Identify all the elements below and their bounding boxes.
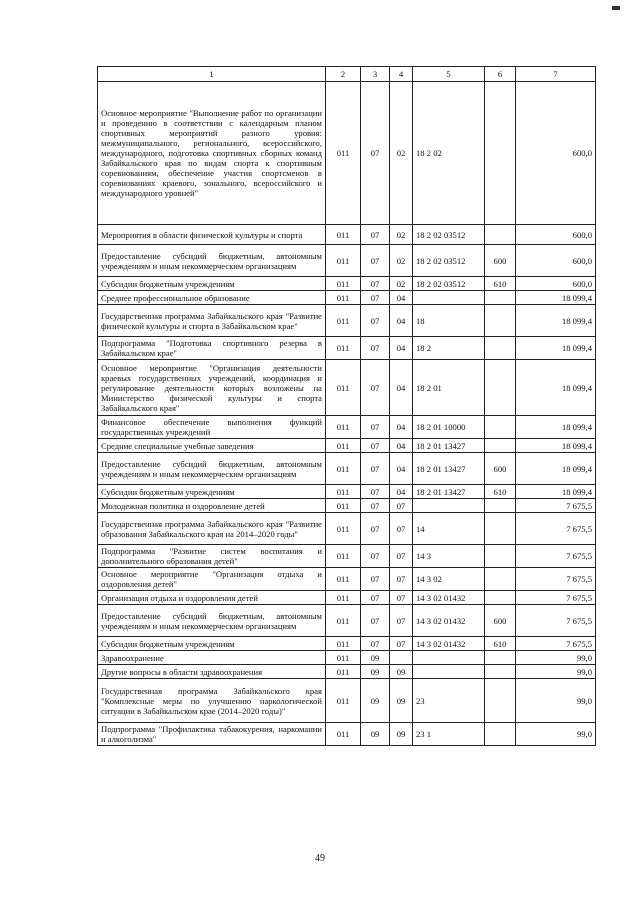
- table-row: [98, 485, 596, 499]
- table-row: [98, 453, 596, 485]
- row-expense-type: [485, 337, 516, 360]
- row-admin-code: 011: [326, 605, 361, 637]
- row-subsection: 07: [390, 513, 413, 545]
- row-admin-code: 011: [326, 499, 361, 513]
- row-admin-code: 011: [326, 485, 361, 499]
- header-col-2: 2: [326, 67, 361, 82]
- row-amount: 7 675,5: [516, 637, 596, 651]
- row-expense-type: [485, 513, 516, 545]
- row-section: 07: [361, 291, 390, 305]
- row-name: Молодежная политика и оздоровление детей: [98, 499, 326, 513]
- row-admin-code: 011: [326, 453, 361, 485]
- header-col-7: 7: [516, 67, 596, 82]
- row-subsection: 04: [390, 439, 413, 453]
- row-section: 07: [361, 225, 390, 245]
- table-row: [98, 605, 596, 637]
- row-section: 07: [361, 545, 390, 568]
- row-subsection: [390, 651, 413, 665]
- row-expense-type: [485, 723, 516, 746]
- row-section: 07: [361, 591, 390, 605]
- row-amount: 18 099,4: [516, 291, 596, 305]
- header-col-1: 1: [98, 67, 326, 82]
- row-admin-code: 011: [326, 245, 361, 277]
- row-expense-type: 610: [485, 637, 516, 651]
- table-row: [98, 499, 596, 513]
- row-admin-code: 011: [326, 637, 361, 651]
- header-col-6: 6: [485, 67, 516, 82]
- row-subsection: 07: [390, 499, 413, 513]
- row-admin-code: 011: [326, 416, 361, 439]
- header-col-5: 5: [413, 67, 485, 82]
- row-name: Основное мероприятие "Выполнение работ по организации и проведению в соответствии с календарным планом спортивных мероприятий разного уровня: межмуниципального, регионального, всероссийского, международного, подготовка спортивных сборных команд Забайкальского края по видам спорта к спортивным соревнованиям, обеспечение участия спортсменов в соревнованиях краевого, зонального, всероссийского и международного уровней": [98, 82, 326, 225]
- row-amount: 600,0: [516, 277, 596, 291]
- row-subsection: 07: [390, 605, 413, 637]
- row-target-code: 18 2 02 03512: [413, 225, 485, 245]
- row-admin-code: 011: [326, 665, 361, 679]
- row-subsection: 04: [390, 291, 413, 305]
- row-name: Организация отдыха и оздоровления детей: [98, 591, 326, 605]
- row-expense-type: [485, 651, 516, 665]
- row-amount: 18 099,4: [516, 337, 596, 360]
- table-row: [98, 679, 596, 723]
- row-name: Государственная программа Забайкальского края "Развитие образования Забайкальского края на 2014–2020 годы": [98, 513, 326, 545]
- row-target-code: 18 2 01 13427: [413, 485, 485, 499]
- row-admin-code: 011: [326, 291, 361, 305]
- table-body: [98, 82, 596, 746]
- row-expense-type: [485, 499, 516, 513]
- row-amount: 99,0: [516, 651, 596, 665]
- row-admin-code: 011: [326, 360, 361, 416]
- row-subsection: 02: [390, 277, 413, 291]
- row-amount: 600,0: [516, 245, 596, 277]
- row-expense-type: [485, 679, 516, 723]
- row-section: 09: [361, 679, 390, 723]
- row-expense-type: [485, 545, 516, 568]
- table-row: [98, 225, 596, 245]
- row-admin-code: 011: [326, 513, 361, 545]
- row-subsection: 07: [390, 545, 413, 568]
- row-admin-code: 011: [326, 439, 361, 453]
- table-row: [98, 591, 596, 605]
- row-subsection: 02: [390, 225, 413, 245]
- row-name: Мероприятия в области физической культуры и спорта: [98, 225, 326, 245]
- row-target-code: [413, 291, 485, 305]
- row-target-code: 23: [413, 679, 485, 723]
- row-subsection: 04: [390, 305, 413, 337]
- table-row: [98, 305, 596, 337]
- row-amount: 18 099,4: [516, 485, 596, 499]
- row-name: Субсидии бюджетным учреждениям: [98, 485, 326, 499]
- row-name: Подпрограмма "Развитие систем воспитания и дополнительного образования детей": [98, 545, 326, 568]
- row-expense-type: [485, 591, 516, 605]
- row-target-code: 18 2 02 03512: [413, 245, 485, 277]
- row-admin-code: 011: [326, 82, 361, 225]
- row-target-code: 14 3 02 01432: [413, 605, 485, 637]
- row-expense-type: 600: [485, 605, 516, 637]
- table-row: [98, 723, 596, 746]
- header-row: [98, 67, 596, 82]
- row-admin-code: 011: [326, 225, 361, 245]
- row-section: 07: [361, 568, 390, 591]
- row-expense-type: [485, 82, 516, 225]
- row-subsection: 07: [390, 591, 413, 605]
- row-section: 07: [361, 453, 390, 485]
- row-name: Предоставление субсидий бюджетным, автономным учреждениям и иным некоммерческим организациям: [98, 605, 326, 637]
- row-amount: 18 099,4: [516, 453, 596, 485]
- row-target-code: 23 1: [413, 723, 485, 746]
- row-section: 07: [361, 245, 390, 277]
- row-admin-code: 011: [326, 723, 361, 746]
- row-amount: 7 675,5: [516, 499, 596, 513]
- page-number: 49: [315, 853, 325, 864]
- row-subsection: 04: [390, 485, 413, 499]
- row-name: Субсидии бюджетным учреждениям: [98, 277, 326, 291]
- row-expense-type: [485, 360, 516, 416]
- row-admin-code: 011: [326, 591, 361, 605]
- row-expense-type: [485, 416, 516, 439]
- row-section: 07: [361, 513, 390, 545]
- row-amount: 18 099,4: [516, 416, 596, 439]
- row-expense-type: 610: [485, 485, 516, 499]
- row-section: 07: [361, 82, 390, 225]
- header-col-3: 3: [361, 67, 390, 82]
- row-admin-code: 011: [326, 568, 361, 591]
- budget-table: [97, 66, 596, 746]
- row-expense-type: [485, 568, 516, 591]
- row-name: Основное мероприятие "Организация деятельности краевых государственных учреждений, координация и регулирование деятельности которых возложены на Министерство физической культуры и спорта Забайкальского края": [98, 360, 326, 416]
- row-amount: 18 099,4: [516, 360, 596, 416]
- row-section: 07: [361, 605, 390, 637]
- row-subsection: 07: [390, 568, 413, 591]
- row-name: Государственная программа Забайкальского края "Комплексные меры по улучшению наркологической ситуации в Забайкальском крае (2014–2020 годы)": [98, 679, 326, 723]
- table-row: [98, 651, 596, 665]
- row-target-code: 18 2 01 13427: [413, 453, 485, 485]
- row-name: Предоставление субсидий бюджетным, автономным учреждениям и иным некоммерческим организациям: [98, 245, 326, 277]
- table-row: [98, 545, 596, 568]
- row-section: 09: [361, 651, 390, 665]
- row-amount: 7 675,5: [516, 568, 596, 591]
- table-row: [98, 637, 596, 651]
- row-target-code: 18 2 02 03512: [413, 277, 485, 291]
- row-admin-code: 011: [326, 651, 361, 665]
- row-name: Другие вопросы в области здравоохранения: [98, 665, 326, 679]
- row-amount: 600,0: [516, 225, 596, 245]
- row-expense-type: [485, 225, 516, 245]
- row-expense-type: 600: [485, 453, 516, 485]
- row-target-code: 18 2 02: [413, 82, 485, 225]
- row-target-code: 18 2 01 10000: [413, 416, 485, 439]
- row-expense-type: [485, 291, 516, 305]
- row-section: 07: [361, 337, 390, 360]
- row-subsection: 09: [390, 723, 413, 746]
- row-target-code: 14 3 02 01432: [413, 591, 485, 605]
- row-subsection: 09: [390, 679, 413, 723]
- row-amount: 99,0: [516, 679, 596, 723]
- row-target-code: 18 2: [413, 337, 485, 360]
- row-target-code: 14 3: [413, 545, 485, 568]
- row-target-code: 18 2 01 13427: [413, 439, 485, 453]
- row-expense-type: [485, 439, 516, 453]
- row-amount: 600,0: [516, 82, 596, 225]
- row-admin-code: 011: [326, 305, 361, 337]
- row-name: Подпрограмма "Подготовка спортивного резерва в Забайкальском крае": [98, 337, 326, 360]
- row-subsection: 04: [390, 337, 413, 360]
- table-row: [98, 665, 596, 679]
- row-target-code: [413, 651, 485, 665]
- row-target-code: 18: [413, 305, 485, 337]
- row-amount: 7 675,5: [516, 513, 596, 545]
- table-row: [98, 360, 596, 416]
- row-section: 07: [361, 305, 390, 337]
- table-row: [98, 245, 596, 277]
- row-section: 07: [361, 416, 390, 439]
- row-admin-code: 011: [326, 337, 361, 360]
- row-expense-type: [485, 665, 516, 679]
- row-subsection: 04: [390, 360, 413, 416]
- row-admin-code: 011: [326, 277, 361, 291]
- row-amount: 7 675,5: [516, 591, 596, 605]
- table-row: [98, 416, 596, 439]
- table-row: [98, 439, 596, 453]
- table-row: [98, 291, 596, 305]
- row-admin-code: 011: [326, 545, 361, 568]
- row-amount: 7 675,5: [516, 545, 596, 568]
- row-amount: 18 099,4: [516, 305, 596, 337]
- table-row: [98, 568, 596, 591]
- row-name: Подпрограмма "Профилактика табакокурения, наркомании и алкоголизма": [98, 723, 326, 746]
- row-target-code: 14: [413, 513, 485, 545]
- row-subsection: 09: [390, 665, 413, 679]
- row-amount: 7 675,5: [516, 605, 596, 637]
- row-name: Предоставление субсидий бюджетным, автономным учреждениям и иным некоммерческим организациям: [98, 453, 326, 485]
- row-section: 07: [361, 439, 390, 453]
- row-subsection: 02: [390, 82, 413, 225]
- row-section: 09: [361, 723, 390, 746]
- row-name: Государственная программа Забайкальского края "Развитие физической культуры и спорта в Забайкальском крае": [98, 305, 326, 337]
- corner-scan-mark: [612, 6, 620, 10]
- row-subsection: 04: [390, 416, 413, 439]
- table-row: [98, 277, 596, 291]
- table-row: [98, 337, 596, 360]
- row-target-code: 18 2 01: [413, 360, 485, 416]
- row-expense-type: [485, 305, 516, 337]
- row-name: Основное мероприятие "Организация отдыха и оздоровления детей": [98, 568, 326, 591]
- row-expense-type: 600: [485, 245, 516, 277]
- header-col-4: 4: [390, 67, 413, 82]
- row-name: Среднее профессиональное образование: [98, 291, 326, 305]
- table-row: [98, 513, 596, 545]
- row-subsection: 07: [390, 637, 413, 651]
- row-section: 07: [361, 637, 390, 651]
- row-expense-type: 610: [485, 277, 516, 291]
- row-section: 07: [361, 277, 390, 291]
- row-amount: 18 099,4: [516, 439, 596, 453]
- row-section: 09: [361, 665, 390, 679]
- row-target-code: 14 3 02: [413, 568, 485, 591]
- row-target-code: 14 3 02 01432: [413, 637, 485, 651]
- row-name: Субсидии бюджетным учреждениям: [98, 637, 326, 651]
- row-name: Средние специальные учебные заведения: [98, 439, 326, 453]
- row-amount: 99,0: [516, 665, 596, 679]
- row-section: 07: [361, 360, 390, 416]
- row-name: Здравоохранение: [98, 651, 326, 665]
- row-subsection: 04: [390, 453, 413, 485]
- row-section: 07: [361, 499, 390, 513]
- row-section: 07: [361, 485, 390, 499]
- row-admin-code: 011: [326, 679, 361, 723]
- row-target-code: [413, 665, 485, 679]
- row-name: Финансовое обеспечение выполнения функций государственных учреждений: [98, 416, 326, 439]
- row-target-code: [413, 499, 485, 513]
- table-row: [98, 82, 596, 225]
- row-subsection: 02: [390, 245, 413, 277]
- row-amount: 99,0: [516, 723, 596, 746]
